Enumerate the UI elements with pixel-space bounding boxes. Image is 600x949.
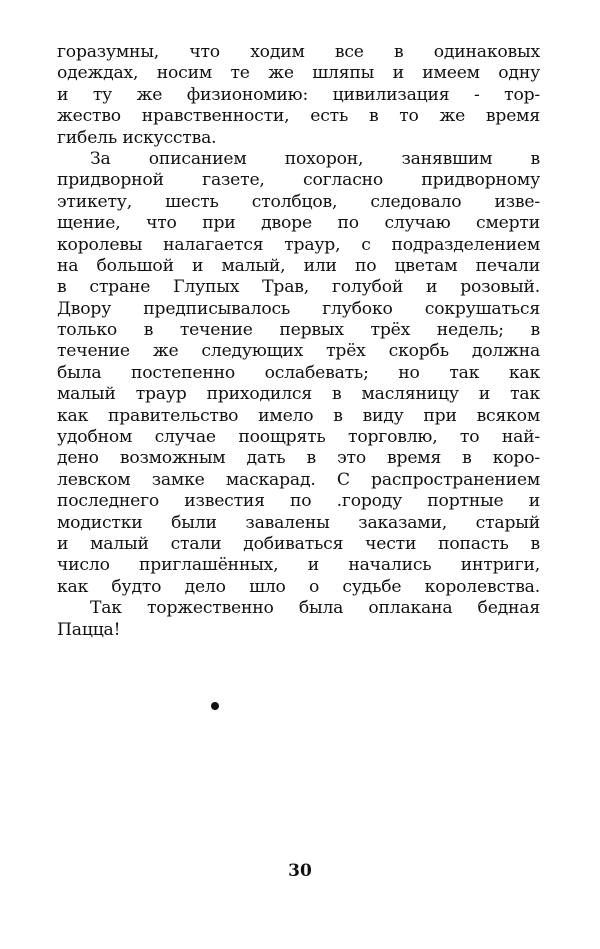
text-line: и ту же физиономию: цивилизация - тор- [57, 84, 540, 105]
text-line: щение, что при дворе по случаю смерти [57, 213, 540, 234]
text-line: как будто дело шло о судьбе королевства. [57, 576, 540, 597]
text-line: дено возможным дать в это время в коро- [57, 448, 540, 469]
text-line: Пацца! [57, 619, 121, 640]
text-line: Так торжественно была оплакана бедная [90, 598, 540, 619]
text-line: только в течение первых трёх недель; в [57, 320, 540, 341]
page-body-text [57, 42, 540, 641]
text-line: горазумны, что ходим все в одинаковых [57, 42, 540, 62]
text-line: была постепенно ослабевать; но так как [57, 362, 540, 383]
text-line: За описанием похорон, занявшим в [90, 148, 540, 169]
text-line: течение же следующих трёх скорбь должна [57, 341, 540, 362]
text-line: этикету, шесть столбцов, следовало изве- [57, 191, 540, 212]
text-line: число приглашённых, и начались интриги, [57, 555, 540, 576]
text-line: придворной газете, согласно придворному [57, 170, 540, 191]
text-line: жество нравственности, есть в то же время [57, 106, 540, 127]
text-line: в стране Глупых Трав, голубой и розовый. [57, 277, 540, 298]
text-line: на большой и малый, или по цветам печали [57, 255, 540, 276]
text-line: одеждах, носим те же шляпы и имеем одну [57, 63, 540, 84]
text-line: малый траур приходился в масляницу и так [57, 384, 540, 405]
text-line: и малый стали добиваться чести попасть в [57, 533, 540, 554]
text-line: левском замке маскарад. С распространением [57, 469, 540, 490]
text-line: гибель искусства. [57, 127, 217, 148]
page-number: 30 [288, 861, 312, 881]
text-line: последнего известия по .городу портные и [57, 491, 540, 512]
text-line: королевы налагается траур, с подразделением [57, 234, 540, 255]
ornament-dot [211, 702, 219, 710]
text-line: как правительство имело в виду при всяком [57, 405, 540, 426]
text-line: удобном случае поощрять торговлю, то най- [57, 427, 540, 448]
text-line: Двору предписывалось глубоко сокрушаться [57, 298, 540, 319]
text-line: модистки были завалены заказами, старый [57, 512, 540, 533]
